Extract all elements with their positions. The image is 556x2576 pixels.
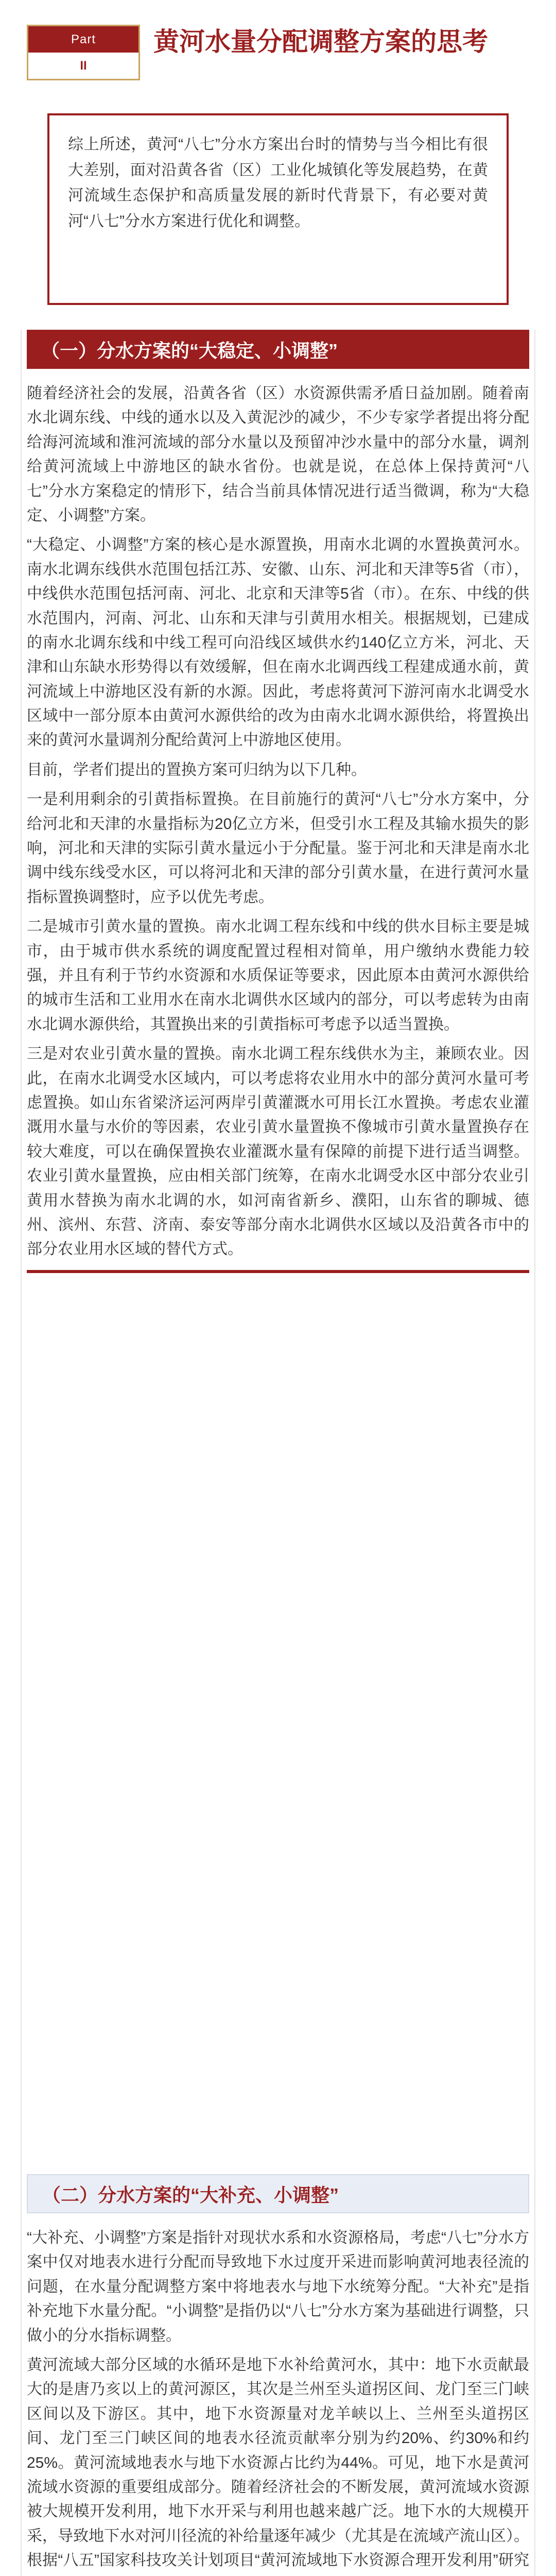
page-title: 黄河水量分配调整方案的思考 <box>153 27 488 56</box>
section-1-body <box>27 369 529 1262</box>
s2-paragraph-2: 黄河流域大部分区域的水循环是地下水补给黄河水，其中：地下水贡献最大的是唐乃亥以上的黄河源区，其次是兰州至头道拐区间、龙门至三门峡区间以及下游区。其中，地下水资源量对龙羊峡以上、兰州至头道拐区间、龙门至三门峡区间的地表水径流贡献率分别为约20%、约30%和约25%。黄河流域地表水与地下水资源占比约为44%。可见，地下水是黄河流域水资源的重要组成部分。随着经济社会的不断发展，黄河流域水资源被大规模开发利用，地下水开采与利用也越来越广泛。地下水的大规模开采，导致地下水对河川径流的补给量逐年减少（尤其是在流域产流山区）。根据“八五”国家科技攻关计划项目“黄河流域地下水资源合理开发利用”研究 <box>27 2356 529 2569</box>
section-2-heading: （二）分水方案的“大补充、小调整” <box>27 2174 529 2213</box>
section-1-bottom-bar <box>27 1270 529 1273</box>
s1-paragraph-3: 目前，学者们提出的置换方案可归纳为以下几种。 <box>27 761 367 778</box>
frame-line-right <box>534 330 535 2576</box>
part-badge <box>27 25 140 80</box>
section-1 <box>27 330 529 1273</box>
section-2 <box>27 2174 529 2576</box>
summary-box <box>47 113 509 305</box>
part-label: Part <box>28 26 138 53</box>
s1-paragraph-1: 随着经济社会的发展，沿黄各省（区）水资源供需矛盾日益加剧。随着南水北调东线、中线的通水以及入黄泥沙的减少，不少专家学者提出将分配给海河流域和淮河流域的部分水量以及预留冲沙水量中的部分水量，调剂给黄河流域上中游地区的缺水省份。也就是说，在总体上保持黄河“八七”分水方案稳定的情形下，结合当前具体情况进行适当微调，称为“大稳定、小调整”方案。 <box>27 385 529 524</box>
frame-line-left <box>21 330 22 2576</box>
s1-paragraph-6: 三是对农业引黄水量的置换。南水北调工程东线供水为主，兼顾农业。因此，在南水北调受水区域内，可以考虑将农业用水中的部分黄河水量可考虑置换。如山东省梁济运河两岸引黄灌溉水可用长江水置换。考虑农业灌溉用水量与水价的等因素，农业引黄水量置换不像城市引黄水量置换存在较大难度，可以在确保置换农业灌溉水量有保障的前提下进行适当调整。农业引黄水量置换，应由相关部门统筹，在南水北调受水区中部分农业引黄用水替换为南水北调的水，如河南省新乡、濮阳，山东省的聊城、德州、滨州、东营、济南、泰安等部分南水北调供水区域以及沿黄各市中的部分农业用水区域的替代方式。 <box>27 1045 529 1258</box>
s1-paragraph-4: 一是利用剩余的引黄指标置换。在目前施行的黄河“八七”分水方案中，分给河北和天津的水量指标为20亿立方米，但受引水工程及其输水损失的影响，河北和天津的实际引黄水量远小于分配量。鉴于河北和天津是南水北调中线东线受水区，可以将河北和天津的部分引黄水量，在进行黄河水量指标置换调整时，应予以优先考虑。 <box>27 791 529 906</box>
s1-paragraph-2: “大稳定、小调整”方案的核心是水源置换，用南水北调的水置换黄河水。南水北调东线供水范围包括江苏、安徽、山东、河北和天津等5省（市），中线供水范围包括河南、河北、北京和天津等5省（市）。在东、中线的供水范围内，河南、河北、山东和天津与引黄用水相关。根据规划，已建成的南水北调东线和中线工程可向沿线区域供水约140亿立方米，河北、天津和山东缺水形势得以有效缓解，但在南水北调西线工程建成通水前，黄河流域上中游地区没有新的水源。因此，考虑将黄河下游河南水北调受水区域中一部分原本由黄河水源供给的改为由南水北调水源供给，将置换出来的黄河水量调剂分配给黄河上中游地区使用。 <box>27 536 529 749</box>
section-1-heading: （一）分水方案的“大稳定、小调整” <box>27 330 529 369</box>
summary-text: 综上所述，黄河“八七”分水方案出台时的情势与当今相比有很大差别，面对沿黄各省（区）工业化城镇化等发展趋势，在黄河流域生态保护和高质量发展的新时代背景下，有必要对黄河“八七”分水方案进行优化和调整。 <box>68 136 488 230</box>
section-2-body <box>27 2213 529 2576</box>
part-number: II <box>28 53 138 79</box>
s1-paragraph-5: 二是城市引黄水量的置换。南水北调工程东线和中线的供水目标主要是城市，由于城市供水系统的调度配置过程相对简单，用户缴纳水费能力较强，并且有利于节约水资源和水质保证等要求，因此原本由黄河水源供给的城市生活和工业用水在南水北调供水区域内的部分，可以考虑转为由南水北调水源供给，其置换出来的引黄指标可考虑予以适当置换。 <box>27 918 529 1033</box>
s2-paragraph-1: “大补充、小调整”方案是指针对现状水系和水资源格局，考虑“八七”分水方案中仅对地表水进行分配而导致地下水过度开采进而影响黄河地表径流的问题，在水量分配调整方案中将地表水与地下水统筹分配。“大补充”是指补充地下水量分配。“小调整”是指仍以“八七”分水方案为基础进行调整，只做小的分水指标调整。 <box>27 2229 529 2344</box>
